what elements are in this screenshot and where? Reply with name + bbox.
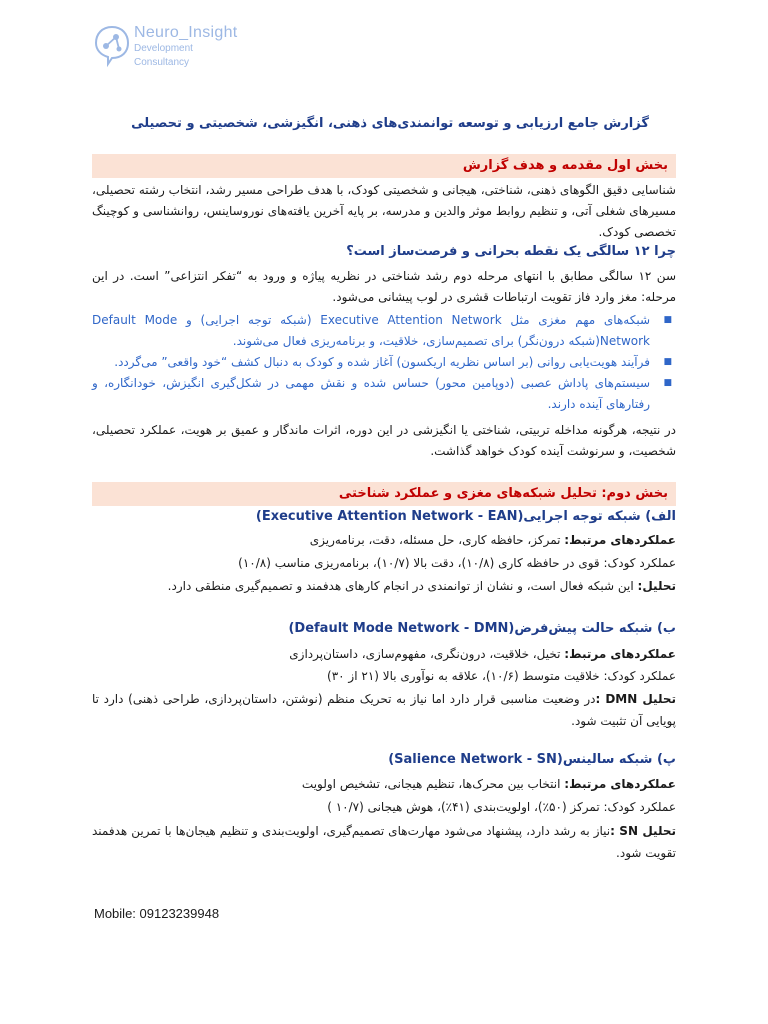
analysis-text: این شبکه فعال است، و نشان از توانمندی در انجام کارهای هدفمند و تصمیم‌گیری منطقی دارد.: [167, 579, 638, 593]
network-sn-performance: عملکرد کودک: تمرکز (۵۰٪)، اولویت‌بندی (۴۱٪)، هوش هیجانی (۱۰/۷ ): [327, 800, 676, 814]
network-dmn-analysis: [92, 688, 676, 732]
analysis-text: نیاز به رشد دارد، پیشنهاد می‌شود مهارت‌های تصمیم‌گیری، اولویت‌بندی و تنظیم هیجان‌ها با تمرین هدفمند تقویت شود.: [92, 824, 676, 860]
list-item: [92, 310, 676, 352]
functions-label: عملکردهای مرتبط:: [564, 647, 676, 661]
network-sn-analysis: [92, 820, 676, 864]
list-item: [92, 373, 676, 415]
section1-bullet-list: [92, 310, 676, 415]
functions-label: عملکردهای مرتبط:: [564, 777, 676, 791]
network-ean-title: الف) شبکه توجه اجرایی(Executive Attention Network - EAN): [255, 509, 676, 524]
functions-text: تمرکز، حافظه کاری، حل مسئله، دقت، برنامه‌ریزی: [309, 533, 565, 547]
bullet-square-icon: ■: [663, 315, 672, 325]
section1-heading: بخش اول مقدمه و هدف گزارش: [92, 154, 676, 178]
section1-question: چرا ۱۲ سالگی یک نقطه بحرانی و فرصت‌ساز است؟: [346, 244, 676, 259]
bullet-text: شبکه‌های مهم مغزی مثل Executive Attention Network (شبکه توجه اجرایی) و Default Mode Network(شبکه درون‌نگر) برای تصمیم‌سازی، خلاقیت، و برنامه‌ریزی فعال می‌شوند.: [92, 313, 651, 348]
bullet-square-icon: ■: [663, 378, 672, 388]
brand-name: Neuro_Insight: [134, 24, 238, 41]
brand-tagline-2: Consultancy: [134, 57, 190, 68]
section1-intro: شناسایی دقیق الگوهای ذهنی، شناختی، هیجانی و شخصیتی کودک، با هدف طراحی مسیر رشد، انتخاب رشته تحصیلی، مسیرهای شغلی آتی، و تنظیم روابط موثر والدین و مدرسه، بر پایه آخرین یافته‌های نوروساینس، روانشناسی و کوچینگ تخصصی کودک.: [92, 183, 676, 239]
network-dmn-functions: [92, 644, 676, 664]
neuron-icon: [94, 24, 130, 68]
analysis-label: تحلیل SN :: [610, 824, 677, 838]
section2-heading: بخش دوم: تحلیل شبکه‌های مغزی و عملکرد شناختی: [92, 482, 676, 506]
mobile-contact: Mobile: 09123239948: [94, 906, 220, 921]
network-ean-analysis: [92, 576, 676, 596]
document-title: گزارش جامع ارزیابی و توسعه توانمندی‌های ذهنی، انگیزشی، شخصیتی و تحصیلی: [131, 116, 649, 131]
network-dmn-title: ب) شبکه حالت پیش‌فرض(Default Mode Network - DMN): [288, 621, 676, 636]
bullet-square-icon: ■: [663, 357, 672, 367]
section1-conclusion: در نتیجه، هرگونه مداخله تربیتی، شناختی یا انگیزشی در این دوره، اثرات ماندگار و عمیق بر هویت، عملکرد تحصیلی، شخصیت، و سرنوشت آینده کودک خواهد گذاشت.: [92, 423, 676, 458]
network-dmn-performance: عملکرد کودک: خلاقیت متوسط (۱۰/۶)، علاقه به نوآوری بالا (۲۱ از ۳۰): [327, 669, 676, 683]
bullet-text: سیستم‌های پاداش عصبی (دوپامین محور) حساس شده و نقش مهمی در شکل‌گیری انگیزش، خودانگاره، و رفتارهای آینده دارند.: [92, 376, 650, 411]
analysis-label: تحلیل DMN :: [595, 692, 676, 706]
brand-tagline-1: Development: [134, 43, 193, 54]
network-sn-functions: [92, 774, 676, 794]
bullet-text: فرآیند هویت‌یابی روانی (بر اساس نظریه اریکسون) آغاز شده و کودک به دنبال کشف “خود واقعی” می‌گردد.: [114, 355, 650, 369]
network-ean-performance: عملکرد کودک: قوی در حافظه کاری (۱۰/۸)، دقت بالا (۱۰/۷)، برنامه‌ریزی مناسب (۱۰/۸): [238, 556, 676, 570]
network-sn-title: پ) شبکه سالینس(Salience Network - SN): [388, 752, 676, 767]
section1-answer: سن ۱۲ سالگی مطابق با انتهای مرحله دوم رشد شناختی در نظریه پیاژه و ورود به “تفکر انتزاعی” است. در این مرحله: مغز وارد فاز تقویت ارتباطات قشری در لوب پیشانی می‌شود.: [92, 269, 676, 304]
list-item: [92, 352, 676, 373]
analysis-text: در وضعیت مناسبی قرار دارد اما نیاز به تحریک منظم (نوشتن، داستان‌پردازی، طراحی ذهنی) دارد تا پویایی آن تثبیت شود.: [92, 692, 676, 728]
company-logo: [94, 22, 264, 74]
functions-label: عملکردهای مرتبط:: [564, 533, 676, 547]
network-ean-functions: [92, 530, 676, 550]
functions-text: انتخاب بین محرک‌ها، تنظیم هیجانی، تشخیص اولویت: [301, 777, 565, 791]
functions-text: تخیل، خلاقیت، درون‌نگری، مفهوم‌سازی، داستان‌پردازی: [289, 647, 565, 661]
analysis-label: تحلیل:: [637, 579, 676, 593]
